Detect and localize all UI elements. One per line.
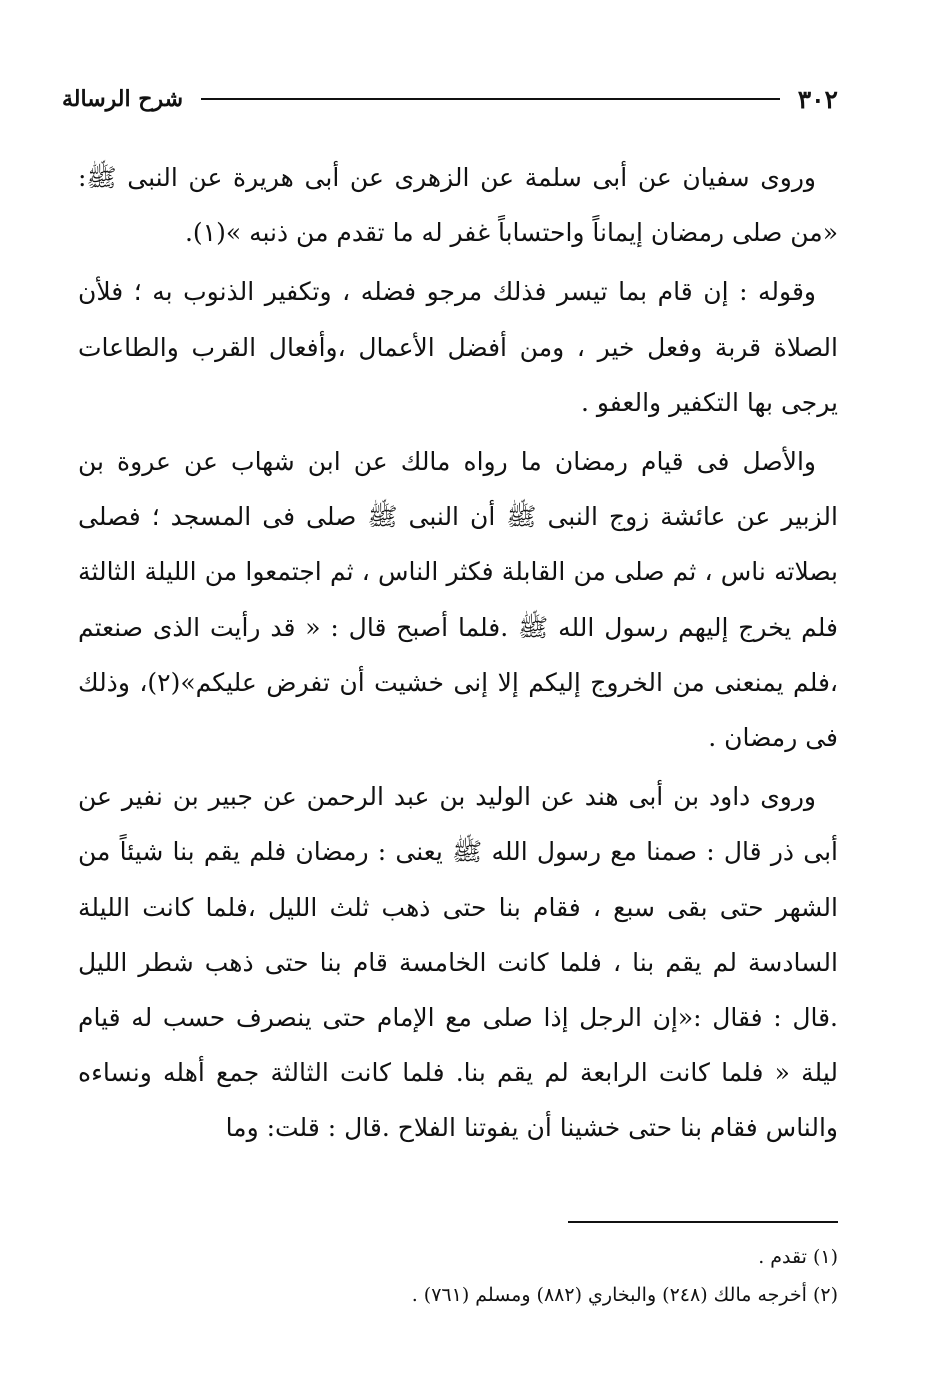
book-title: شرح الرسالة <box>62 86 184 112</box>
footnote-separator <box>568 1221 838 1223</box>
footnote-1: (١) تقدم . <box>758 1246 838 1268</box>
main-text <box>78 150 838 1156</box>
paragraph-4: وروى داود بن أبى هند عن الوليد بن عبد الرحمن عن جبير بن نفير عن أبى ذر قال : صمنا مع رسول الله ﷺ يعنى : رمضان فلم يقم بنا شيئاً من الشهر حتى بقى سبع ، فقام بنا حتى ذهب ثلث الليل ،فلما كانت الليلة السادسة لم يقم بنا ، فلما كانت الخامسة قام بنا حتى ذهب شطر الليل .قال : فقال :«إن الرجل إذا صلى مع الإمام حتى ينصرف حسب له قيام ليلة « فلما كانت الرابعة لم يقم بنا. فلما كانت الثالثة جمع أهله ونساءه والناس فقام بنا حتى خشينا أن يفوتنا الفلاح .قال : قلت: وما <box>78 782 838 1143</box>
paragraph-2: وقوله : إن قام بما تيسر فذلك مرجو فضله ، وتكفير الذنوب به ؛ فلأن الصلاة قربة وفعل خير ، ومن أفضل الأعمال ،وأفعال القرب والطاعات يرجى بها التكفير والعفو . <box>78 277 838 417</box>
paragraph-3: والأصل فى قيام رمضان ما رواه مالك عن ابن شهاب عن عروة بن الزبير عن عائشة زوج النبى ﷺ أن النبى ﷺ صلى فى المسجد ؛ فصلى بصلاته ناس ، ثم صلى من القابلة فكثر الناس ، ثم اجتمعوا من الليلة الثالثة فلم يخرج إليهم رسول الله ﷺ .فلما أصبح قال : « قد رأيت الذى صنعتم ،فلم يمنعنى من الخروج إليكم إلا إنى خشيت أن تفرض عليكم»(٢)، وذلك فى رمضان . <box>78 447 838 753</box>
paragraph-1: وروى سفيان عن أبى سلمة عن الزهرى عن أبى هريرة عن النبى ﷺ: «من صلى رمضان إيماناً واحتساباً غفر له ما تقدم من ذنبه »(١). <box>78 163 838 248</box>
footnotes <box>62 1238 838 1314</box>
running-header <box>62 82 838 116</box>
footnote-2: (٢) أخرجه مالك (٢٤٨) والبخاري (٨٨٢) ومسلم (٧٦١) . <box>411 1284 838 1306</box>
header-rule <box>201 98 780 100</box>
page-number: ٣٠٢ <box>797 84 838 114</box>
